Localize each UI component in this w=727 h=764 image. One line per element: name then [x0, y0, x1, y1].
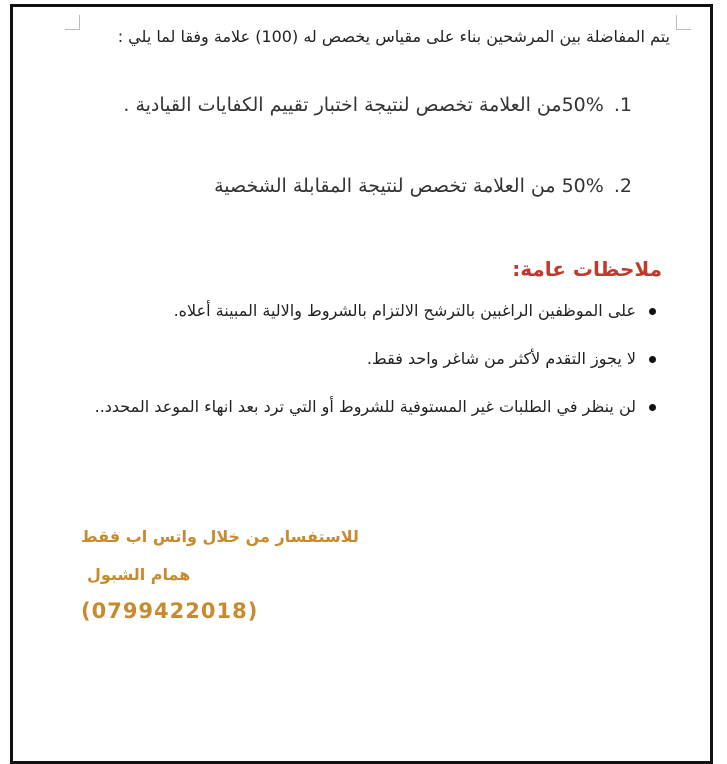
list-item [32, 299, 662, 323]
bullet-icon [649, 356, 656, 363]
note-text: لن ينظر في الطلبات غير المستوفية للشروط أو التي ترد بعد انهاء الموعد المحدد.. [94, 397, 636, 416]
contact-phone: (0799422018) [81, 599, 259, 623]
notes-heading: ملاحظات عامة: [512, 257, 662, 281]
contact-name: همام الشبول [87, 565, 191, 584]
criterion-2 [72, 175, 632, 197]
contact-instruction: للاستفسار من خلال واتس اب فقط [81, 527, 359, 546]
criterion-1 [72, 94, 632, 116]
crop-mark-right [676, 15, 691, 30]
criterion-2-number: 2. [613, 175, 632, 197]
notes-list [32, 299, 662, 443]
note-text: لا يجوز التقدم لأكثر من شاغر واحد فقط. [366, 349, 636, 368]
intro-paragraph: يتم المفاضلة بين المرشحين بناء على مقياس يخصص له (100) علامة وفقا لما يلي : [117, 27, 670, 46]
criterion-1-number: 1. [613, 94, 632, 116]
criterion-2-text: 50% من العلامة تخصص لنتيجة المقابلة الشخصية [214, 175, 604, 197]
bullet-icon [649, 404, 656, 411]
criterion-1-text: 50%من العلامة تخصص لنتيجة اختبار تقييم الكفايات القيادية . [123, 94, 604, 116]
note-text: على الموظفين الراغبين بالترشح الالتزام بالشروط والالية المبينة أعلاه. [173, 301, 636, 320]
document-page [10, 4, 713, 764]
list-item [32, 347, 662, 371]
list-item [32, 395, 662, 419]
bullet-icon [649, 308, 656, 315]
